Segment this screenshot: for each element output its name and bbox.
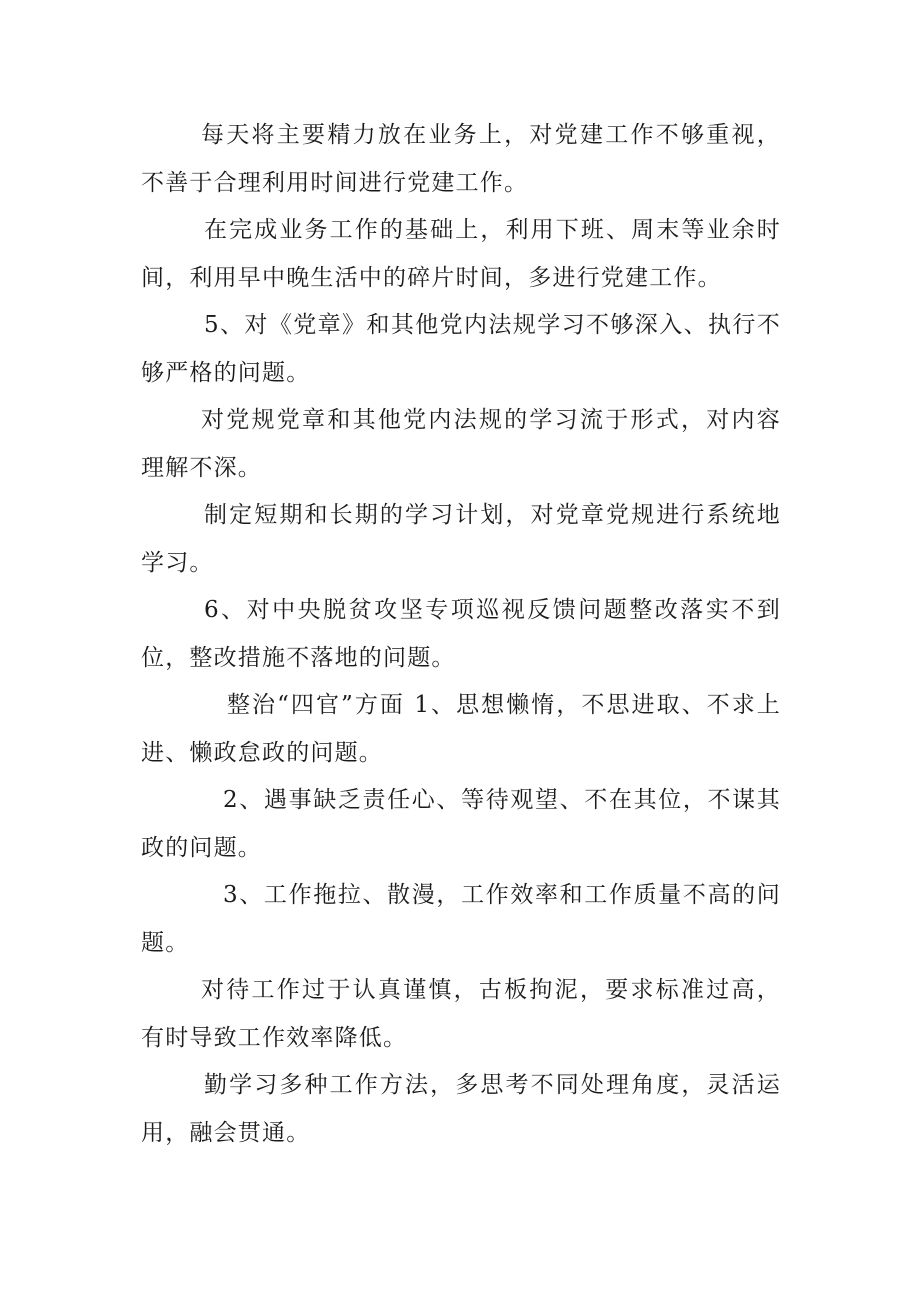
paragraph-2: 在完成业务工作的基础上，利用下班、周末等业余时间，利用早中晚生活中的碎片时间，多进行党建工作。 <box>141 217 781 291</box>
paragraph-7: 整治“四官”方面 1、思想懒惰，不思进取、不求上进、懒政怠政的问题。 <box>141 692 781 766</box>
paragraph-11: 勤学习多种工作方法，多思考不同处理角度，灵活运用，融会贯通。 <box>141 1072 781 1146</box>
paragraph-6: 6、对中央脱贫攻坚专项巡视反馈问题整改落实不到位，整改措施不落地的问题。 <box>141 597 781 671</box>
paragraph-10: 对待工作过于认真谨慎，古板拘泥，要求标准过高，有时导致工作效率降低。 <box>141 977 781 1051</box>
paragraph-4: 对党规党章和其他党内法规的学习流于形式，对内容理解不深。 <box>141 407 781 481</box>
paragraph-5: 制定短期和长期的学习计划，对党章党规进行系统地学习。 <box>141 502 781 576</box>
paragraph-1: 每天将主要精力放在业务上，对党建工作不够重视，不善于合理利用时间进行党建工作。 <box>141 122 781 196</box>
paragraph-9: 3、工作拖拉、散漫，工作效率和工作质量不高的问题。 <box>141 882 781 956</box>
paragraph-3: 5、对《党章》和其他党内法规学习不够深入、执行不够严格的问题。 <box>141 312 781 386</box>
paragraph-8: 2、遇事缺乏责任心、等待观望、不在其位，不谋其政的问题。 <box>141 787 781 861</box>
document-body <box>141 112 781 1157</box>
